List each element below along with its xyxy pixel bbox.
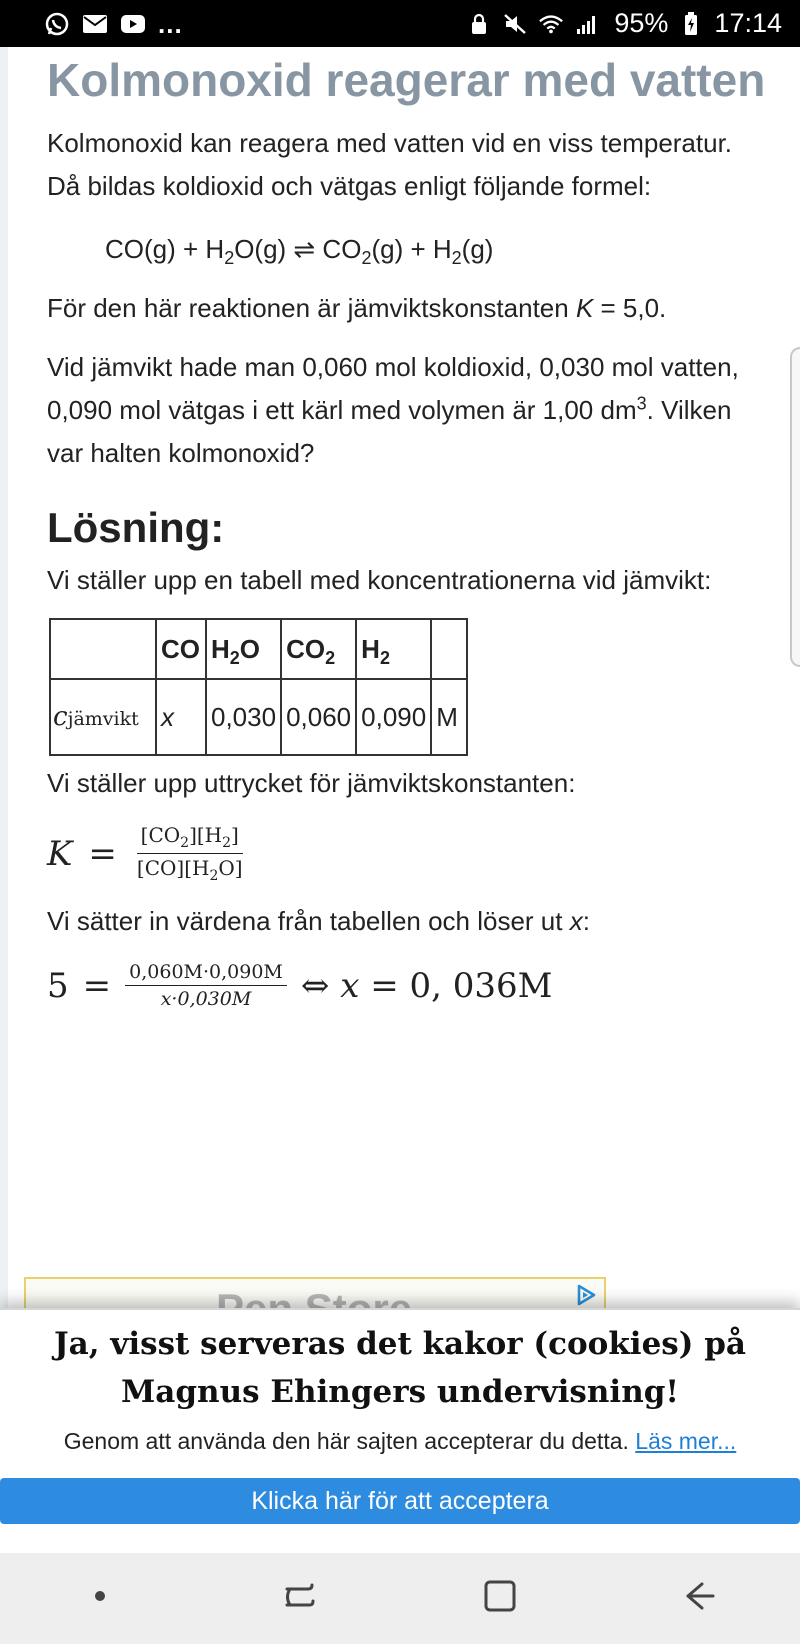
cookie-banner [0, 1308, 800, 1553]
intro-paragraph: Kolmonoxid kan reagera med vatten vid en viss temperatur. Då bildas koldioxid och vätgas enligt följande formel: [47, 128, 733, 201]
equilibrium-constant-text: För den här reaktionen är jämviktskonstanten K = 5,0. [47, 293, 667, 323]
question-paragraph: Vid jämvikt hade man 0,060 mol koldioxid, 0,030 mol vatten, 0,090 mol vätgas i ett kärl med volymen är 1,00 $dm^3$. Vilken var halten kolmonoxid? [47, 352, 739, 468]
table-header-row [50, 619, 467, 679]
back-icon[interactable] [670, 1571, 730, 1621]
table-header: CO [156, 619, 206, 679]
solution-equation: 5 = $\frac{0,060M\cdot 0,090M}{x\cdot 0,030M}$ ⇔ x = 0, 036M [47, 961, 553, 1010]
cookie-title: Ja, visst serveras det kakor (cookies) på Magnus Ehingers undervisning! [54, 1326, 746, 1410]
table-cell: x [156, 679, 206, 755]
home-icon[interactable] [470, 1571, 530, 1621]
table-corner [50, 619, 156, 679]
page-title: Kolmonoxid reagerar med vatten [47, 54, 766, 106]
recents-icon[interactable] [270, 1571, 330, 1621]
table-row [50, 679, 467, 755]
article [47, 47, 767, 1010]
k-expression: K = $\frac{[CO_2][H_2]}{[CO][H_2O]}$ [47, 823, 767, 884]
table-header: $CO_2$ [281, 619, 356, 679]
table-cell: 0,060 [281, 679, 356, 755]
clock: 17:14 [714, 8, 782, 38]
more-notifications: ... [158, 8, 183, 39]
solution-fraction: $\frac{0,060M\cdot 0,090M}{x\cdot 0,030M}$ [125, 961, 287, 1010]
solution-heading: Lösning: [47, 504, 225, 551]
solve-intro: Vi sätter in värdena från tabellen och löser ut x: [47, 906, 590, 936]
edge-panel-handle[interactable] [790, 347, 800, 667]
solution-intro: Vi ställer upp en tabell med koncentrationerna vid jämvikt: [47, 565, 712, 595]
table-header: $H_2$ [356, 619, 431, 679]
mute-icon [502, 12, 528, 36]
read-more-link[interactable]: Läs mer... [635, 1428, 737, 1454]
table-header-empty [431, 619, 467, 679]
row-label: cjämvikt [50, 679, 156, 755]
concentration-table [49, 618, 468, 756]
accept-cookies-button[interactable]: Klicka här för att acceptera [0, 1478, 800, 1524]
table-cell: M [431, 679, 467, 755]
table-cell: 0,090 [356, 679, 431, 755]
youtube-icon [120, 12, 146, 36]
battery-charging-icon [678, 12, 704, 36]
reaction-formula: $CO(g) + H_2O(g)$ ⇌ $CO_2(g) + H_2(g)$ [105, 234, 494, 269]
dot-icon[interactable] [70, 1571, 130, 1621]
signal-icon [574, 12, 600, 36]
cookie-text: Genom att använda den här sajten accepterar du detta. Läs mer... [63, 1428, 737, 1454]
lock-icon [466, 12, 492, 36]
navigation-bar [0, 1553, 800, 1644]
table-header: $H_2O$ [206, 619, 281, 679]
whatsapp-icon [44, 12, 70, 36]
expression-intro: Vi ställer upp uttrycket för jämviktskonstanten: [47, 768, 576, 798]
mail-icon [82, 12, 108, 36]
wifi-icon [538, 12, 564, 36]
table-cell: 0,030 [206, 679, 281, 755]
status-bar [0, 0, 800, 47]
battery-percent: 95% [614, 8, 669, 38]
k-fraction: $\frac{[CO_2][H_2]}{[CO][H_2O]}$ [136, 823, 243, 884]
